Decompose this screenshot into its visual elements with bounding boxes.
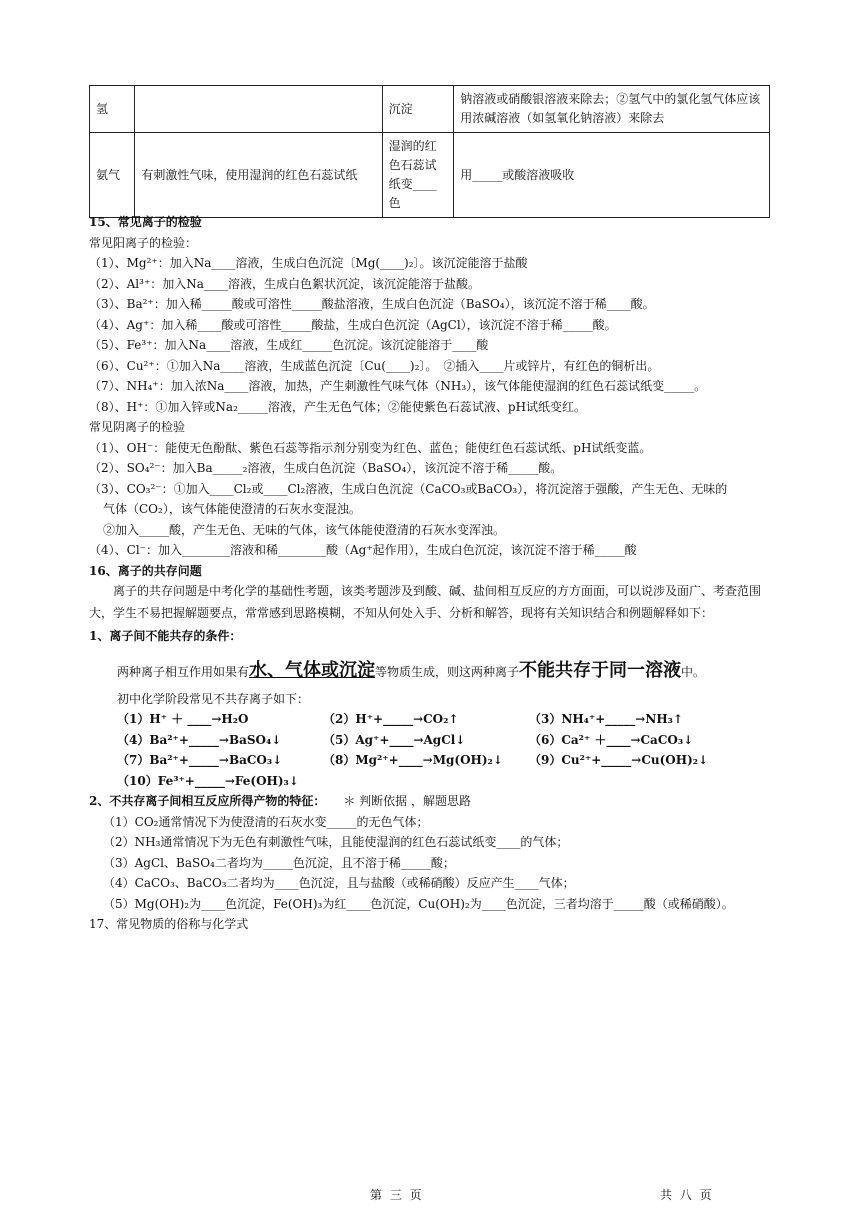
list-item: （1）CO₂通常情况下为使澄清的石灰水变_____的无色气体；: [103, 814, 429, 829]
section-heading-15: 15、常见离子的检验: [89, 215, 202, 229]
gas-result: 沉淀: [382, 86, 454, 133]
ion-pair: （3）NH₄⁺+_____→NH₃↑: [529, 712, 683, 726]
gas-name: 氢: [90, 86, 135, 133]
gas-notes: 用_____或酸溶液吸收: [454, 133, 770, 218]
gas-name: 氨气: [90, 133, 135, 218]
gas-method: [135, 86, 382, 133]
list-item: （4）、Ag⁺：加入稀____酸或可溶性_____酸盐，生成白色沉淀（AgCl），该沉淀不溶于稀_____酸。: [89, 317, 617, 332]
page-number: 第 三 页: [370, 1188, 424, 1202]
list-item: （4）CaCO₃、BaCO₃二者均为____色沉淀，且与盐酸（或稀硝酸）反应产生____气体；: [103, 876, 575, 890]
section-heading-17: 17、常见物质的俗称与化学式: [89, 917, 249, 931]
cation-title: 常见阳离子的检验：: [89, 235, 198, 250]
ion-pairs-grid: [89, 709, 779, 791]
features-note: ＊ 判断依据 ，解题思路: [343, 794, 471, 808]
condition-text: 两种离子相互作用如果有: [117, 664, 250, 679]
ion-pair: （9）Cu²⁺+_____→Cu(OH)₂↓: [529, 753, 709, 767]
list-item: （3）AgCl、BaSO₄二者均为_____色沉淀，且不溶于稀_____酸；: [103, 855, 455, 870]
list-item: （7）、NH₄⁺：加入浓Na____溶液，加热，产生刺激性气味气体（NH₃），该气体能使湿润的红色石蕊试纸变_____。: [89, 379, 707, 393]
list-item: （1）、OH⁻：能使无色酚酞、紫色石蕊等指示剂分别变为红色、蓝色；能使红色石蕊试纸、pH试纸变蓝。: [89, 440, 652, 455]
ion-pair: （8）Mg²⁺+____→Mg(OH)₂↓: [323, 753, 503, 767]
subheading-features-text: 2、不共存离子间相互反应所得产物的特征：: [89, 794, 326, 808]
subheading-features: [89, 791, 779, 812]
common-pairs-title: 初中化学阶段常见不共存离子如下：: [117, 691, 310, 706]
list-item: （2）、SO₄²⁻：加入Ba_____₂溶液，生成白色沉淀（BaSO₄），该沉淀不溶于稀_____酸。: [89, 461, 563, 475]
table-row: [90, 133, 770, 218]
list-item: （3）、Ba²⁺：加入稀_____酸或可溶性_____酸盐溶液，生成白色沉淀（BaSO₄），该沉淀不溶于稀____酸。: [89, 297, 655, 311]
list-item: （5）、Fe³⁺：加入Na____溶液，生成红_____色沉淀。该沉淀能溶于____酸: [89, 338, 489, 352]
condition-emphasis: 不能共存于同一溶液: [519, 659, 682, 681]
subheading-conditions: 1、离子间不能共存的条件：: [89, 629, 242, 643]
ion-pair: （1）H⁺ ＋ ____→H₂O: [117, 712, 249, 726]
table-row: [90, 86, 770, 133]
ion-pair: （10）Fe³⁺+_____→Fe(OH)₃↓: [117, 773, 299, 788]
gas-result: 湿润的红色石蕊试纸变____色: [382, 133, 454, 218]
ion-pair: （6）Ca²⁺ ＋____→CaCO₃↓: [529, 732, 694, 747]
list-item: （4）、Cl⁻：加入________溶液和稀________酸（Ag⁺起作用），生成白色沉淀，该沉淀不溶于稀_____酸: [89, 543, 637, 557]
anion-title: 常见阴离子的检验: [89, 420, 186, 434]
condition-text: 中。: [681, 664, 706, 679]
content-body: [89, 212, 779, 935]
gas-notes: 钠溶液或硝酸银溶液来除去；②氢气中的氯化氢气体应该用浓碱溶液（如氢氧化钠溶液）来除去: [454, 86, 770, 133]
list-item: （1）、Mg²⁺：加入Na____溶液，生成白色沉淀〔Mg(____)₂〕。该沉淀能溶于盐酸: [89, 256, 528, 270]
ion-pair: （2）H⁺+_____→CO₂↑: [323, 712, 459, 726]
list-item: （3）、CO₃²⁻：①加入____Cl₂或____Cl₂溶液，生成白色沉淀（CaCO₃或BaCO₃），将沉淀溶于强酸，产生无色、无味的: [89, 481, 728, 496]
intro-paragraph: 离子的共存问题是中考化学的基础性考题，该类考题涉及到酸、碱、盐间相互反应的方方面面，可以说涉及面广、考查范围大，学生不易把握解题要点，常常感到思路模糊，不知从何处入手、分析和解答，现将有关知识结合和例题解释如下：: [89, 584, 762, 620]
condition-text: 等物质生成，则这两种离子: [375, 664, 520, 679]
list-item: （2）NH₃通常情况下为无色有刺激性气味，且能使湿润的红色石蕊试纸变____的气体；: [103, 835, 569, 849]
gas-table: [89, 85, 770, 218]
list-item: （6）、Cu²⁺：①加入Na____溶液，生成蓝色沉淀〔Cu(____)₂〕。 ②插入____片或锌片，有红色的铜析出。: [89, 358, 660, 373]
condition-highlight: 水、气体或沉淀: [249, 659, 376, 681]
condition-statement: [89, 657, 779, 685]
list-item: ②加入_____酸，产生无色、无味的气体，该气体能使澄清的石灰水变浑浊。: [103, 522, 506, 537]
list-item: 气体（CO₂），该气体能使澄清的石灰水变混浊。: [103, 502, 361, 516]
section-heading-16: 16、离子的共存问题: [89, 563, 202, 578]
ion-pair: （4）Ba²⁺+_____→BaSO₄↓: [117, 732, 282, 747]
gas-method: 有刺激性气味，使用湿润的红色石蕊试纸: [135, 133, 382, 218]
page-total: 共 八 页: [660, 1188, 714, 1202]
list-item: （8）、H⁺：①加入锌或Na₂_____溶液，产生无色气体；②能使紫色石蕊试液、pH试纸变红。: [89, 399, 587, 414]
list-item: （5）Mg(OH)₂为____色沉淀，Fe(OH)₃为红____色沉淀，Cu(OH)₂为____色沉淀，三者均溶于_____酸（或稀硝酸）。: [103, 896, 734, 911]
ion-pair: （5）Ag⁺+____→AgCl↓: [323, 732, 466, 747]
ion-pair: （7）Ba²⁺+_____→BaCO₃↓: [117, 753, 283, 767]
list-item: （2）、Al³⁺：加入Na____溶液，生成白色絮状沉淀，该沉淀能溶于盐酸。: [89, 276, 480, 291]
